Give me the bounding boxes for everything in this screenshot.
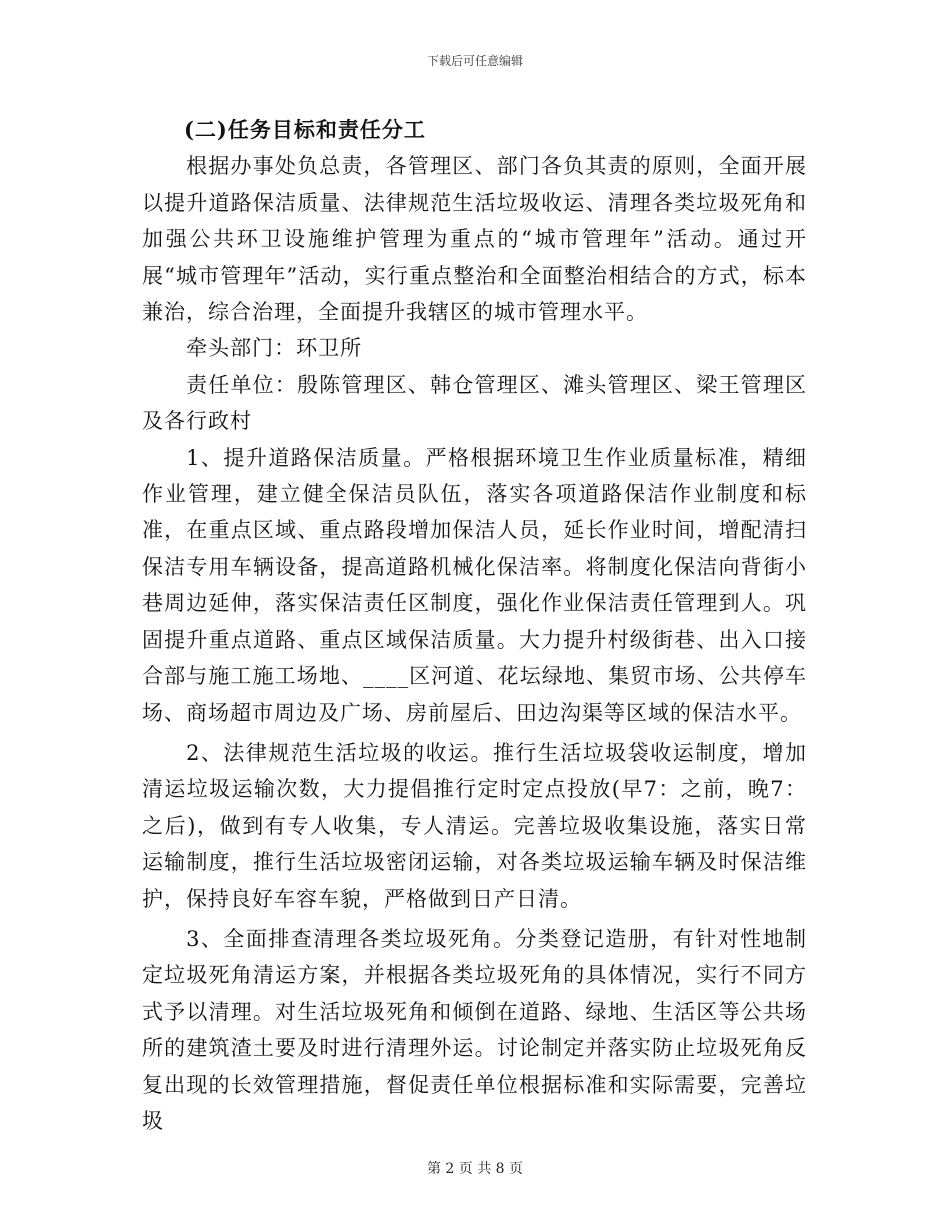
header-note: 下载后可任意编辑 [426, 54, 523, 68]
task-item-3: 3、全面排查清理各类垃圾死角。分类登记造册，有针对性地制定垃圾死角清运方案，并根据各类垃圾死角的具体情况，实行不同方式予以清理。对生活垃圾死角和倾倒在道路、绿地、生活区等公共场所的建筑渣土要及时进行清理外运。讨论制定并落实防止垃圾死角反复出现的长效管理措施，督促责任单位根据标准和实际需要，完善垃圾 [142, 926, 807, 1133]
intro-paragraph: 根据办事处负总责，各管理区、部门各负其责的原则，全面开展以提升道路保洁质量、法律规范生活垃圾收运、清理各类垃圾死角和加强公共环卫设施维护管理为重点的“城市管理年”活动。通过开展“城市管理年”活动，实行重点整治和全面整治相结合的方式，标本兼治，综合治理，全面提升我辖区的城市管理水平。 [142, 154, 807, 325]
page-footer: 第 2 页 共 8 页 [426, 1161, 524, 1177]
task-item-1: 1、提升道路保洁质量。严格根据环境卫生作业质量标准，精细作业管理，建立健全保洁员队伍，落实各项道路保洁作业制度和标准，在重点区域、重点路段增加保洁人员，延长作业时间，增配清扫保洁专用车辆设备，提高道路机械化保洁率。将制度化保洁向背街小巷周边延伸，落实保洁责任区制度，强化作业保洁责任管理到人。巩固提升重点道路、重点区域保洁质量。大力提升村级街巷、出入口接合部与施工施工场地、____区河道、花坛绿地、集贸市场、公共停车场、商场超市周边及广场、房前屋后、田边沟渠等区域的保洁水平。 [142, 445, 807, 725]
document-body [142, 112, 807, 1139]
lead-dept-line: 牵头部门：环卫所 [186, 336, 363, 361]
responsible-units-line: 责任单位：殷陈管理区、韩仓管理区、滩头管理区、梁王管理区及各行政村 [142, 372, 807, 434]
section-heading: (二)任务目标和责任分工 [184, 117, 426, 142]
task-item-2: 2、法律规范生活垃圾的收运。推行生活垃圾袋收运制度，增加清运垃圾运输次数，大力提倡推行定时定点投放(早7：之前，晚7：之后)，做到有专人收集，专人清运。完善垃圾收集设施，落实日常运输制度，推行生活垃圾密闭运输，对各类垃圾运输车辆及时保洁维护，保持良好车容车貌，严格做到日产日清。 [142, 740, 807, 911]
